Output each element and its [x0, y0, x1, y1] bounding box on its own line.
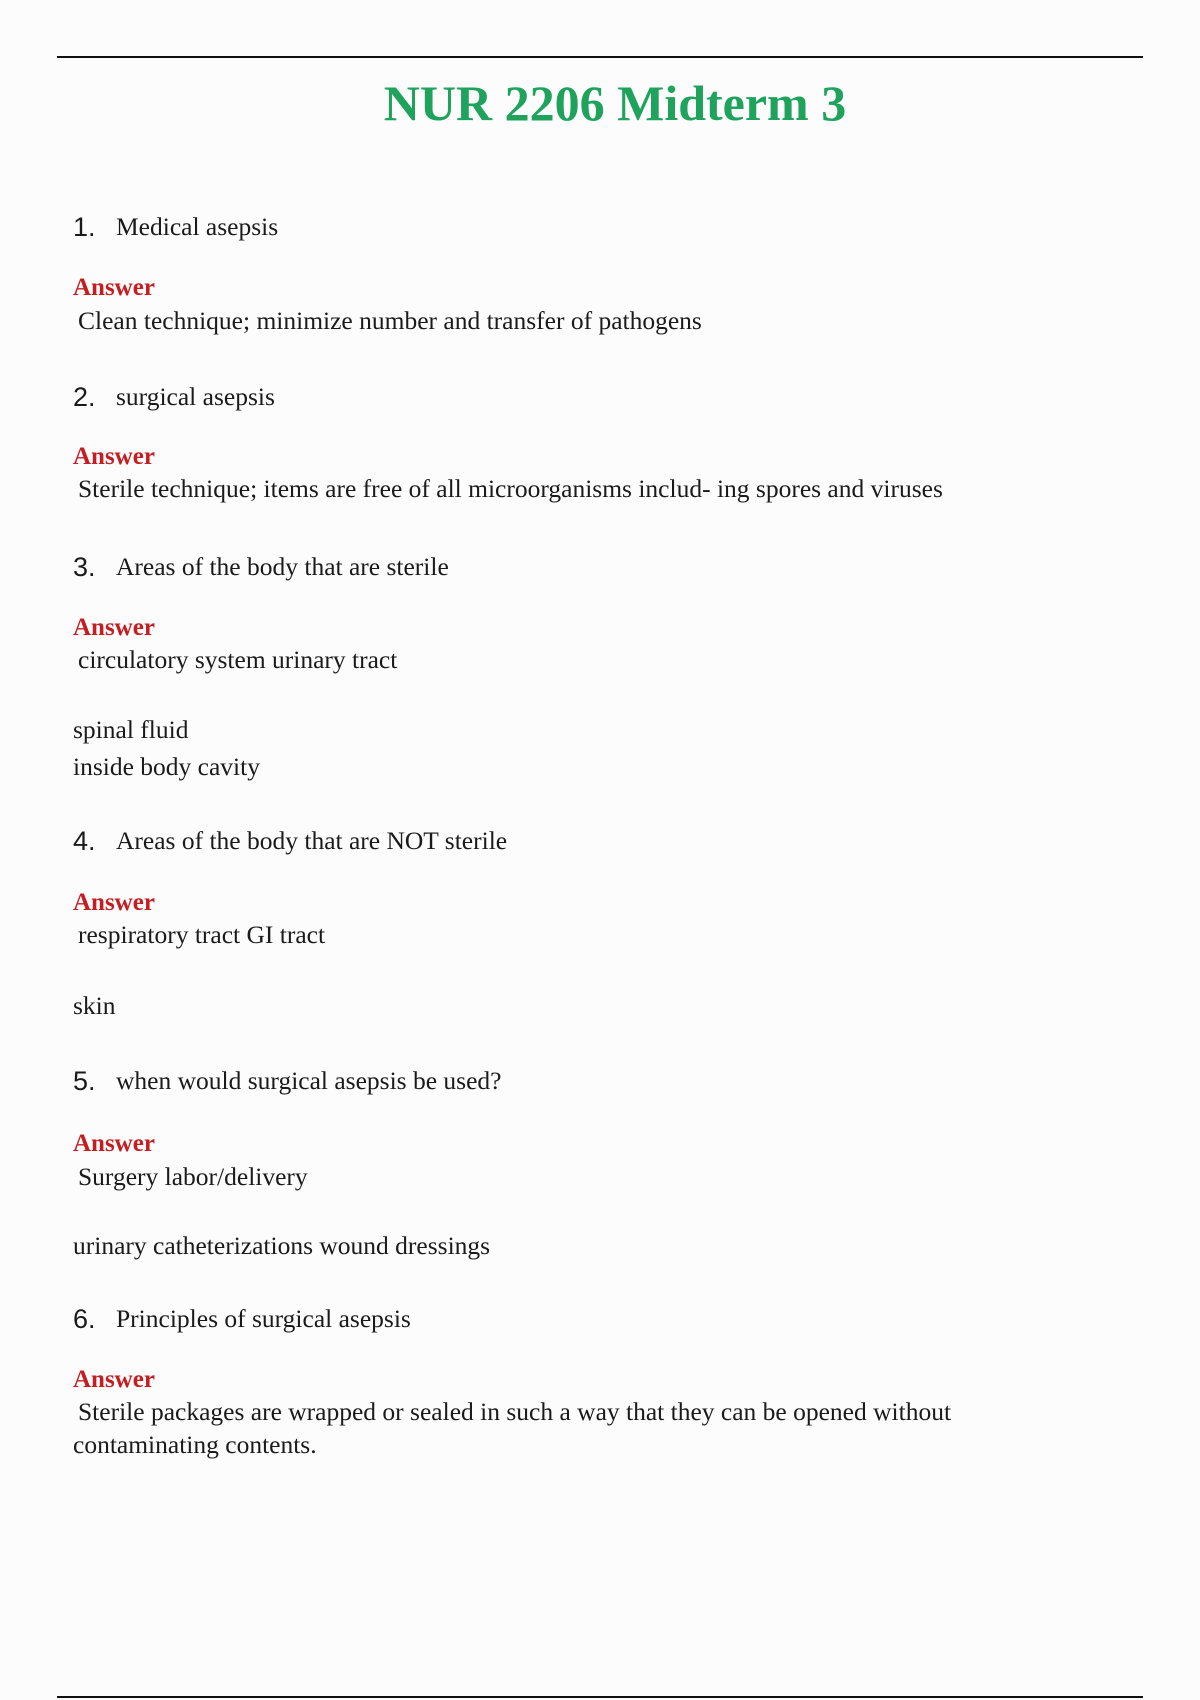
question-block-3 [73, 552, 1073, 781]
answer-label: Answer [73, 274, 155, 301]
answer-extra-line: urinary catheterizations wound dressings [73, 1231, 491, 1260]
answer-label: Answer [73, 1130, 155, 1157]
page-title: NUR 2206 Midterm 3 [383, 75, 847, 131]
answer-extra-line: contaminating contents. [73, 1430, 317, 1459]
answer-text: Sterile technique; items are free of all microorganisms includ- ing spores and viruses [78, 474, 943, 503]
question-text: Areas of the body that are NOT sterile [116, 826, 508, 855]
question-block-2 [73, 382, 1073, 503]
answer-extra-line: skin [73, 991, 116, 1020]
question-number: 2. [73, 382, 96, 412]
question-block-5 [73, 1066, 1073, 1260]
question [73, 212, 1073, 242]
answer-label: Answer [73, 1366, 155, 1393]
question [73, 1304, 1073, 1334]
question-text: when would surgical asepsis be used? [116, 1066, 502, 1095]
question-number: 4. [73, 826, 96, 856]
question-block-4 [73, 826, 1073, 1020]
answer-text: Clean technique; minimize number and transfer of pathogens [78, 306, 702, 335]
question-number: 3. [73, 552, 96, 582]
question-text: Areas of the body that are sterile [116, 552, 449, 581]
question [73, 382, 1073, 412]
question-number: 5. [73, 1066, 96, 1096]
answer-extra-line: inside body cavity [73, 752, 260, 781]
question-block-1 [73, 212, 1073, 335]
question-text: surgical asepsis [116, 382, 275, 411]
question [73, 552, 1073, 582]
question-number: 6. [73, 1304, 96, 1334]
bottom-rule [57, 1696, 1143, 1698]
question-number: 1. [73, 212, 96, 242]
question-text: Medical asepsis [116, 212, 279, 241]
question-text: Principles of surgical asepsis [116, 1304, 411, 1333]
question [73, 1066, 1073, 1096]
question [73, 826, 1073, 856]
answer-text: circulatory system urinary tract [78, 645, 398, 674]
answer-extra-line: spinal fluid [73, 715, 189, 744]
answer-label: Answer [73, 614, 155, 641]
answer-label: Answer [73, 889, 155, 916]
answer-label: Answer [73, 443, 155, 470]
question-block-6 [73, 1304, 1073, 1459]
answer-text: Surgery labor/delivery [78, 1162, 308, 1191]
top-rule [57, 56, 1143, 58]
answer-text: Sterile packages are wrapped or sealed in such a way that they can be opened without [78, 1397, 952, 1426]
answer-text: respiratory tract GI tract [78, 920, 326, 949]
